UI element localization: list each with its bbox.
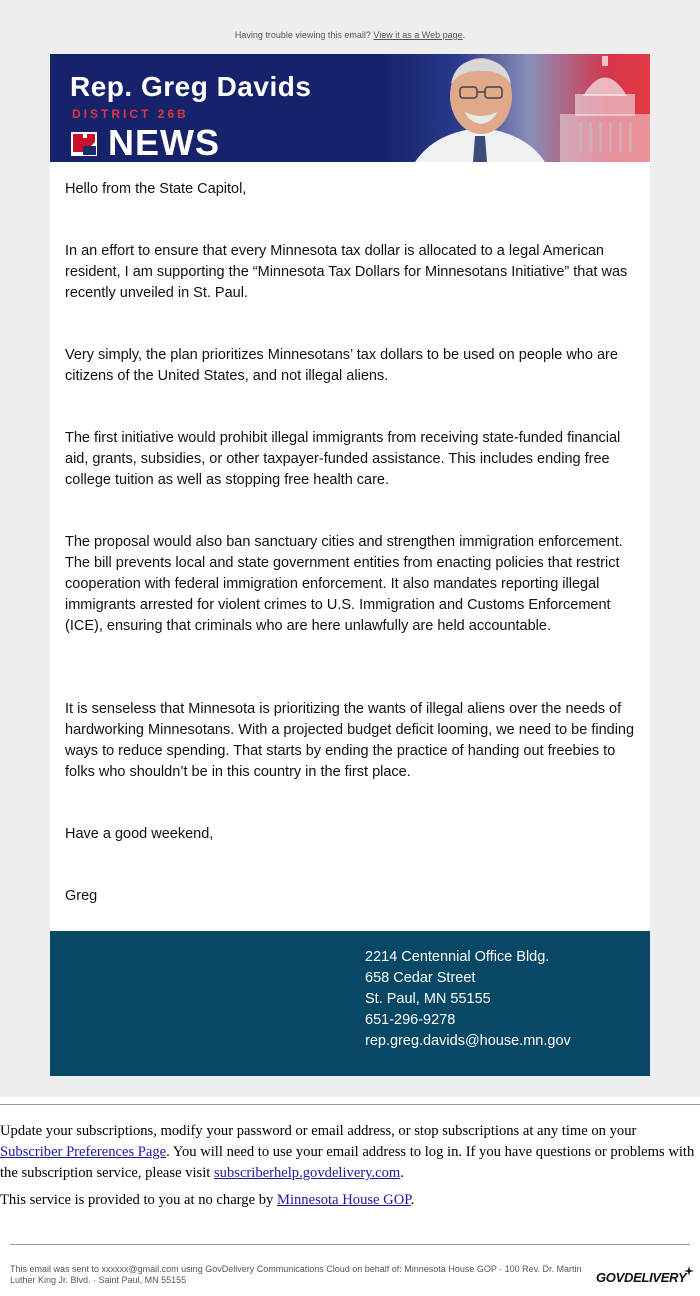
gop-logo-icon bbox=[71, 132, 97, 156]
banner-news: NEWS bbox=[108, 122, 220, 162]
govdelivery-logo: GOVDELIVERY bbox=[596, 1270, 686, 1285]
representative-portrait bbox=[405, 54, 555, 162]
street-address: 658 Cedar Street bbox=[365, 970, 476, 986]
fine-print: This email was sent to xxxxxx@gmail.com using GovDelivery Communications Cloud on behalf of: Minnesota House GOP · 100 Rev. Dr. Martin Luther King Jr. Blvd. · Saint Paul, MN 55155 bbox=[10, 1264, 582, 1285]
signature: Greg bbox=[65, 888, 98, 904]
body-paragraph: It is senseless that Minnesota is prioritizing the wants of illegal aliens over the needs of hardworking Minnesotans. With a projected budget deficit looming, we need to be finding ways to reduce spending. That starts by ending the practice of handing out freebies to folks who shouldn’t be in this country in the first place. bbox=[65, 701, 635, 780]
gop-logo bbox=[71, 132, 97, 156]
city-state-zip: St. Paul, MN 55155 bbox=[365, 991, 491, 1007]
banner-district: DISTRICT 26B bbox=[72, 107, 189, 121]
minnesota-house-gop-link[interactable]: Minnesota House GOP bbox=[276, 1192, 411, 1208]
header-banner bbox=[50, 54, 650, 162]
preheader: Having trouble viewing this email? View it as a Web page. bbox=[234, 30, 466, 40]
office-address: 2214 Centennial Office Bldg. bbox=[365, 949, 550, 965]
closing: Have a good weekend, bbox=[65, 826, 214, 842]
email-body bbox=[50, 162, 650, 931]
email-address: rep.greg.davids@house.mn.gov bbox=[365, 1033, 571, 1049]
phone-number: 651-296-9278 bbox=[365, 1012, 456, 1028]
divider bbox=[0, 1104, 700, 1105]
divider bbox=[10, 1244, 690, 1245]
greeting: Hello from the State Capitol, bbox=[65, 181, 247, 197]
body-paragraph: The proposal would also ban sanctuary cities and strengthen immigration enforcement. The bill prevents local and state government entities from enacting policies that restrict cooperation with federal immigration enforcement. It also mandates reporting illegal immigrants arrested for violent crimes to U.S. Immigration and Customs Enforcement (ICE), ensuring that criminals who are here unlawfully are held accountable. bbox=[65, 534, 623, 634]
view-web-page-link[interactable]: View it as a Web page bbox=[373, 30, 463, 40]
body-paragraph: The first initiative would prohibit illegal immigrants from receiving state-funded financial aid, grants, subsidies, or other taxpayer-funded assistance. This includes ending free college tuition as well as stopping free health care. bbox=[65, 430, 621, 488]
contact-footer bbox=[50, 931, 650, 1076]
contact-address bbox=[365, 947, 571, 1052]
service-notice: This service is provided to you at no charge by Minnesota House GOP. bbox=[0, 1192, 415, 1208]
body-paragraph: Very simply, the plan prioritizes Minnesotans’ tax dollars to be used on people who are citizens of the United States, and not illegal aliens. bbox=[65, 347, 618, 384]
govdelivery-star-icon bbox=[684, 1266, 694, 1276]
subscriber-preferences-link[interactable]: Subscriber Preferences Page bbox=[0, 1144, 167, 1160]
subscriber-help-link[interactable]: subscriberhelp.govdelivery.com bbox=[214, 1165, 401, 1181]
banner-title: Rep. Greg Davids bbox=[70, 71, 312, 102]
body-paragraph: In an effort to ensure that every Minnesota tax dollar is allocated to a legal American resident, I am supporting the “Minnesota Tax Dollars for Minnesotans Initiative” that was recently unveiled in St. Paul. bbox=[65, 243, 628, 301]
subscription-notice: Update your subscriptions, modify your password or email address, or stop subscriptions at any time on your Subscriber Preferences Page. You will need to use your email address to log in. If you have questions or problems with the subscription service, please visit subscriberhelp.govdelivery.com. bbox=[0, 1123, 695, 1181]
